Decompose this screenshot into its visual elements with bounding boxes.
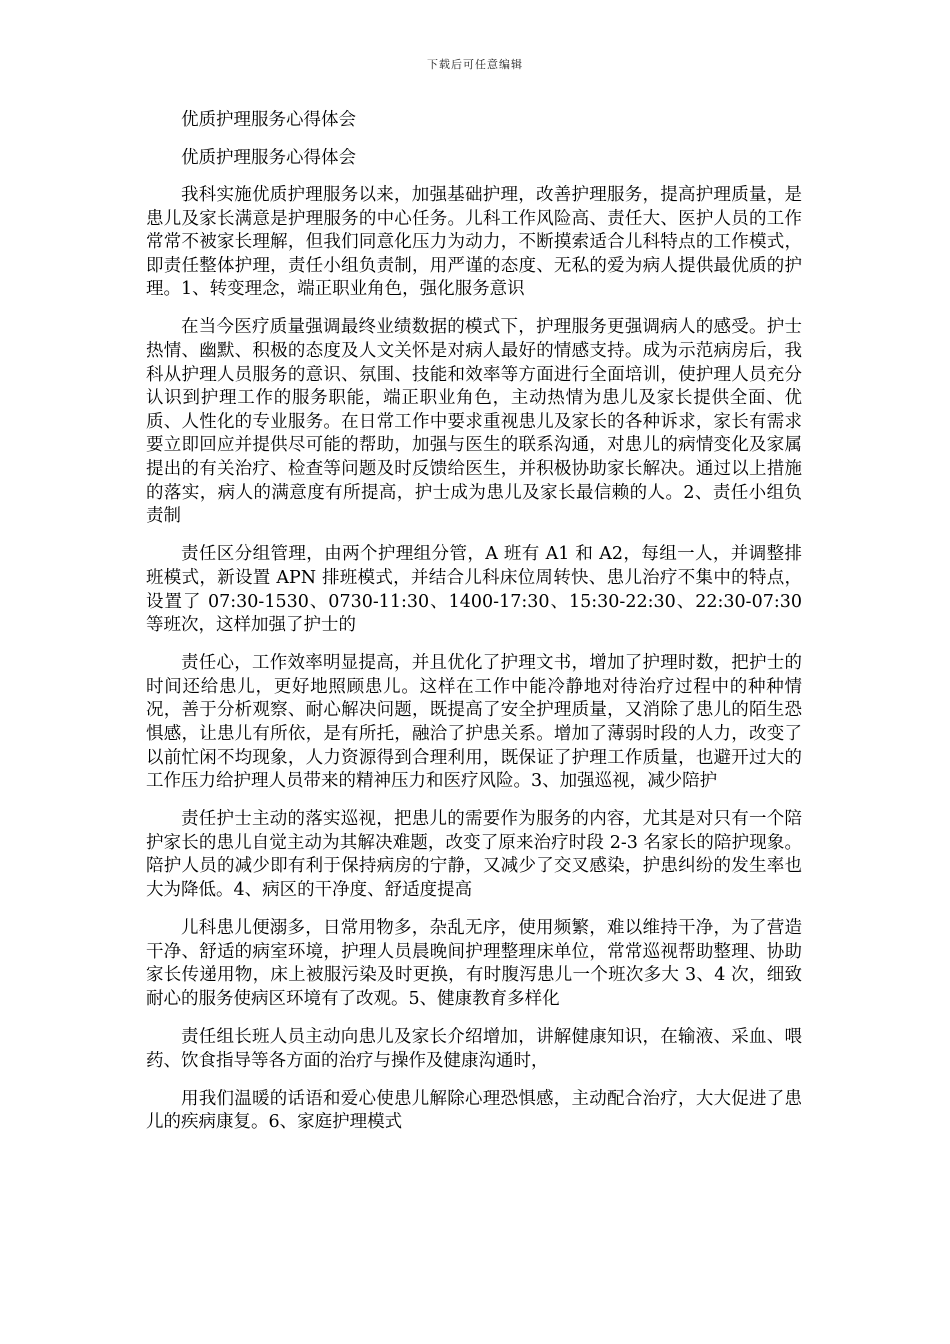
paragraph-5: 责任护士主动的落实巡视，把患儿的需要作为服务的内容，尤其是对只有一个陪护家长的患儿自觉主动为其解决难题，改变了原来治疗时段 2-3 名家长的陪护现象。陪护人员的减少即有利于保持病房的宁静，又减少了交叉感染，护患纠纷的发生率也大为降低。4、病区的干净度、舒适度提高	[146, 809, 802, 901]
document-subtitle: 优质护理服务心得体会	[181, 148, 356, 168]
document-title: 优质护理服务心得体会	[181, 110, 356, 130]
page-header: 下载后可任意编辑	[427, 58, 523, 71]
paragraph-7: 责任组长班人员主动向患儿及家长介绍增加，讲解健康知识，在输液、采血、喂药、饮食指导等各方面的治疗与操作及健康沟通时，	[146, 1027, 802, 1071]
document-body	[146, 108, 802, 1149]
paragraph-8: 用我们温暖的话语和爱心使患儿解除心理恐惧感，主动配合治疗，大大促进了患儿的疾病康复。6、家庭护理模式	[146, 1088, 802, 1133]
paragraph-2: 在当今医疗质量强调最终业绩数据的模式下，护理服务更强调病人的感受。护士热情、幽默、积极的态度及人文关怀是对病人最好的情感支持。成为示范病房后，我科从护理人员服务的意识、氛围、技能和效率等方面进行全面培训，使护理人员充分认识到护理工作的服务职能，端正职业角色，主动热情为患儿及家长提供全面、优质、人性化的专业服务。在日常工作中要求重视患儿及家长的各种诉求，家长有需求要立即回应并提供尽可能的帮助，加强与医生的联系沟通，对患儿的病情变化及家属提出的有关治疗、检查等问题及时反馈给医生，并积极协助家长解决。通过以上措施的落实，病人的满意度有所提高，护士成为患儿及家长最信赖的人。2、责任小组负责制	[146, 317, 802, 527]
paragraph-1: 我科实施优质护理服务以来，加强基础护理，改善护理服务，提高护理质量，是患儿及家长满意是护理服务的中心任务。儿科工作风险高、责任大、医护人员的工作常常不被家长理解，但我们同意化压力为动力，不断摸索适合儿科特点的工作模式，即责任整体护理，责任小组负责制，用严谨的态度、无私的爱为病人提供最优质的护理。1、转变理念，端正职业角色，强化服务意识	[146, 185, 802, 300]
paragraph-3: 责任区分组管理，由两个护理组分管，A 班有 A1 和 A2，每组一人，并调整排班模式，新设置 APN 排班模式，并结合儿科床位周转快、患儿治疗不集中的特点，设置了 07:30-1530、0730-11:30、1400-17:30、15:30-22:30、22:30-07:30 等班次，这样加强了护士的	[146, 544, 802, 636]
paragraph-4: 责任心，工作效率明显提高，并且优化了护理文书，增加了护理时数，把护士的时间还给患儿，更好地照顾患儿。这样在工作中能冷静地对待治疗过程中的种种情况，善于分析观察、耐心解决问题，既提高了安全护理质量，又消除了患儿的陌生恐惧感，让患儿有所依，是有所托，融洽了护患关系。增加了薄弱时段的人力，改变了以前忙闲不均现象，人力资源得到合理利用，既保证了护理工作质量，也避开过大的工作压力给护理人员带来的精神压力和医疗风险。3、加强巡视，减少陪护	[146, 653, 802, 792]
paragraph-6: 儿科患儿便溺多，日常用物多，杂乱无序，使用频繁，难以维持干净，为了营造干净、舒适的病室环境，护理人员晨晚间护理整理床单位，常常巡视帮助整理、协助家长传递用物，床上被服污染及时更换，有时腹泻患儿一个班次多大 3、4 次，细致耐心的服务使病区环境有了改观。5、健康教育多样化	[146, 918, 802, 1009]
